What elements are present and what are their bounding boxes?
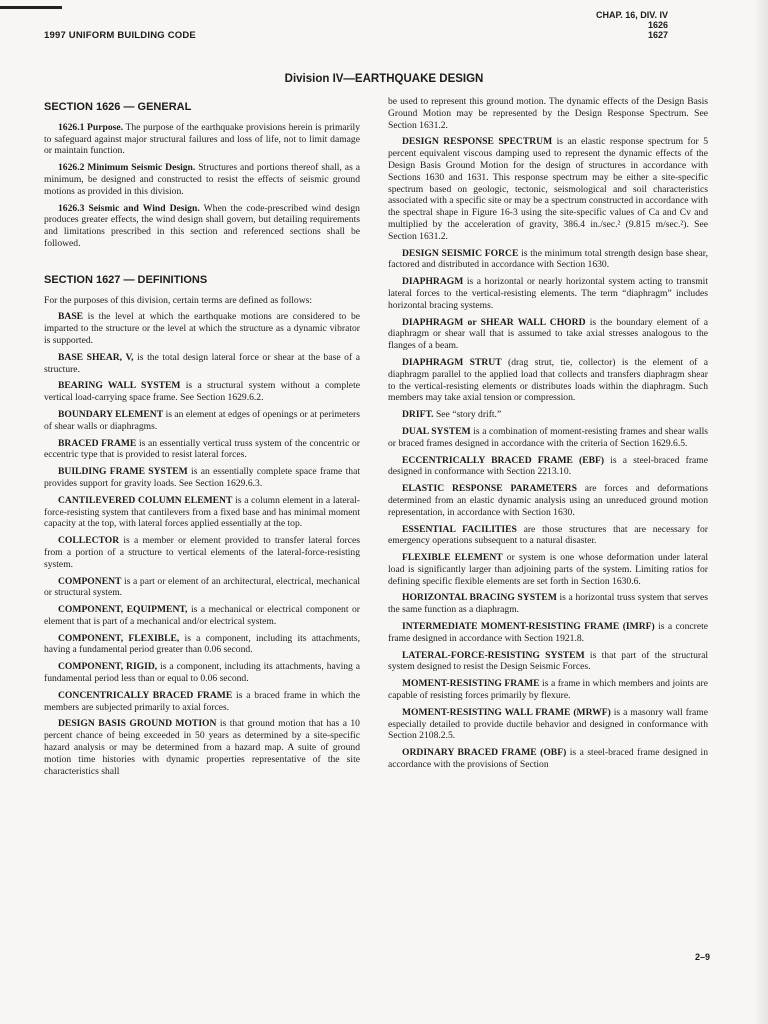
definition-text: is that ground motion that has a 10 percent chance of being exceeded in 50 years as determined by a site-specific hazard analysis or may be determined from a hazard map. A suite of ground motion time histories with dynamic properties representative of the site characteristics shall bbox=[44, 718, 360, 777]
paragraph-1626-3: 1626.3 Seismic and Wind Design. When the code-prescribed wind design produces greater effects, the wind design shall govern, but detailing requirements and limitations prescribed in this section and referenced sections shall be followed. bbox=[44, 202, 360, 249]
running-header-left: 1997 UNIFORM BUILDING CODE bbox=[44, 30, 196, 41]
definition-term: HORIZONTAL BRACING SYSTEM bbox=[402, 592, 557, 604]
definition-entry bbox=[44, 352, 360, 376]
definition-term: MOMENT-RESISTING FRAME bbox=[402, 678, 540, 690]
definition-term: DIAPHRAGM bbox=[402, 276, 464, 288]
paragraph-1626-2: 1626.2 Minimum Seismic Design. Structures and portions thereof shall, as a minimum, be designed and constructed to resist the effects of seismic ground motions as provided in this division. bbox=[44, 162, 360, 197]
definition-term: DESIGN RESPONSE SPECTRUM bbox=[402, 136, 553, 148]
definition-entry bbox=[388, 747, 708, 771]
definition-entry bbox=[388, 409, 708, 421]
definition-entry bbox=[388, 317, 708, 352]
definition-text: is a horizontal or nearly horizontal system acting to transmit lateral forces to the vertical-resisting elements. The term “diaphragm” includes horizontal bracing systems. bbox=[388, 276, 708, 311]
continued-paragraph: be used to represent this ground motion. The dynamic effects of the Design Basis Ground Motion may be represented by the Design Response Spectrum. See Section 1631.2. bbox=[388, 96, 708, 131]
definitions-intro: For the purposes of this division, certain terms are defined as follows: bbox=[44, 294, 313, 306]
definition-entry bbox=[388, 426, 708, 450]
definition-entry bbox=[388, 650, 708, 674]
definition-text: (drag strut, tie, collector) is the element of a diaphragm parallel to the applied load that collects and transfers diaphragm shear to the vertical-resisting elements or distributes loads within the diaphragm. Such members may take axial tension or compression. bbox=[388, 356, 708, 404]
definition-term: DRIFT. bbox=[402, 409, 434, 421]
page-number: 2–9 bbox=[694, 952, 710, 962]
definition-term: BUILDING FRAME SYSTEM bbox=[58, 466, 188, 478]
definition-text: is an element at edges of openings or at perimeters of shear walls or diaphragms. bbox=[44, 408, 360, 432]
definition-term: BEARING WALL SYSTEM bbox=[58, 380, 181, 392]
definition-text: is an elastic response spectrum for 5 percent equivalent viscous damping used to represent the dynamic effects of the Design Basis Ground Motion for the design of structures in accordance with Sections 1630 and 1631. This response spectrum may be either a site-specific spectrum based on geologic, tectonic, seismological and soil characteristics associated with a specific site or may be a spectrum constructed in accordance with the spectral shape in Figure 16-3 using the site-specific values of Ca and Cv and multiplied by the acceleration of gravity, 386.4 in./sec.² (9.815 m/sec.²). See Section 1631.2. bbox=[388, 136, 708, 242]
definition-text: is a steel-braced frame designed in conformance with Section 2213.10. bbox=[388, 454, 708, 478]
definition-text: is a part or element of an architectural, electrical, mechanical or structural system. bbox=[44, 575, 360, 599]
running-header-right bbox=[596, 10, 668, 40]
definition-entry bbox=[44, 438, 360, 462]
definition-text: is a column element in a lateral-force-resisting system that cantilevers from a fixed base and has minimal moment capacity at the top, with lateral forces applied essentially at the top. bbox=[44, 494, 360, 530]
definition-term: BOUNDARY ELEMENT bbox=[58, 408, 164, 420]
definition-entry bbox=[44, 466, 360, 490]
definition-entry bbox=[388, 455, 708, 479]
definition-text: is a mechanical or electrical component or element that is part of a mechanical and/or electrical system. bbox=[44, 604, 360, 627]
right-definitions-list bbox=[388, 136, 708, 770]
definition-entry bbox=[388, 707, 708, 742]
definition-entry bbox=[44, 535, 360, 570]
definition-text: is a braced frame in which the members are subjected primarily to axial forces. bbox=[44, 689, 360, 713]
definition-term: MOMENT-RESISTING WALL FRAME (MRWF) bbox=[402, 706, 611, 718]
definition-term: DIAPHRAGM STRUT bbox=[402, 356, 502, 368]
definition-entry bbox=[388, 357, 708, 404]
definition-text: is a combination of moment-resisting frames and shear walls or braced frames designed in accordance with the criteria of Section 1629.6.5. bbox=[388, 425, 708, 449]
definition-text: is a member or element provided to transfer lateral forces from a portion of a structure to vertical elements of the lateral-force-resisting system. bbox=[44, 535, 360, 570]
definition-term: DESIGN BASIS GROUND MOTION bbox=[58, 718, 217, 730]
definition-text: is the total design lateral force or shear at the base of a structure. bbox=[44, 351, 360, 375]
definition-text: is a component, including its attachments, having a fundamental period less than or equal to 0.06 second. bbox=[44, 661, 360, 685]
definition-entry bbox=[388, 136, 708, 242]
definition-entry bbox=[388, 524, 708, 548]
definition-entry bbox=[388, 248, 708, 272]
definition-text: is a component, including its attachments, having a fundamental period greater than 0.06 second. bbox=[44, 632, 360, 656]
definition-term: BRACED FRAME bbox=[58, 437, 137, 449]
section-1626-heading: SECTION 1626 — GENERAL bbox=[44, 101, 192, 113]
definition-text: is a structural system without a complete vertical load-carrying space frame. See Section 1629.6.2. bbox=[44, 380, 360, 404]
definition-entry bbox=[44, 604, 360, 628]
definition-term: ELASTIC RESPONSE PARAMETERS bbox=[402, 483, 577, 495]
definition-text: is a concrete frame designed in accordance with Section 1921.8. bbox=[388, 621, 708, 644]
section-range-end: 1627 bbox=[647, 30, 668, 40]
definition-term: COMPONENT, RIGID, bbox=[58, 661, 158, 673]
definition-text: is an essentially complete space frame that provides support for gravity loads. See Section 1629.6.3. bbox=[44, 466, 360, 489]
definition-term: DIAPHRAGM or SHEAR WALL CHORD bbox=[402, 316, 586, 328]
definition-term: COMPONENT bbox=[58, 575, 122, 587]
definition-term: COMPONENT, FLEXIBLE, bbox=[58, 632, 180, 644]
header-rule bbox=[0, 6, 62, 9]
definition-text: are those structures that are necessary for emergency operations subsequent to a natural disaster. bbox=[388, 523, 708, 547]
definition-entry bbox=[44, 380, 360, 404]
definition-text: is an essentially vertical truss system of the concentric or eccentric type that is provided to resist lateral forces. bbox=[44, 437, 360, 461]
paragraph-1626-1: 1626.1 Purpose. The purpose of the earthquake provisions herein is primarily to safeguard against major structural failures and loss of life, not to limit damage or maintain function. bbox=[44, 121, 360, 157]
definition-entry bbox=[388, 592, 708, 616]
definition-term: BASE bbox=[58, 311, 84, 323]
definition-entry bbox=[44, 311, 360, 346]
definition-term: LATERAL-FORCE-RESISTING SYSTEM bbox=[402, 649, 585, 661]
definition-text: is a steel-braced frame designed in accordance with the provisions of Section bbox=[388, 747, 708, 771]
page-edge-shadow bbox=[754, 0, 768, 1024]
definition-term: ESSENTIAL FACILITIES bbox=[402, 523, 517, 535]
definition-entry bbox=[388, 276, 708, 311]
chapter-label: CHAP. 16, DIV. IV bbox=[595, 10, 668, 20]
definition-text: is a masonry wall frame especially detailed to provide ductile behavior and designed in conformance with Section 2108.2.5. bbox=[388, 706, 709, 742]
definition-entry bbox=[44, 718, 360, 777]
definition-term: COMPONENT, EQUIPMENT, bbox=[58, 604, 188, 616]
definition-entry bbox=[44, 409, 360, 433]
definition-entry bbox=[388, 483, 708, 518]
definition-text: are forces and deformations determined from an elastic dynamic analysis using an unreduced ground motion representation, in accordance with Section 1630. bbox=[388, 483, 708, 518]
definition-term: FLEXIBLE ELEMENT bbox=[402, 552, 503, 564]
definition-entry bbox=[44, 661, 360, 685]
definition-term: CANTILEVERED COLUMN ELEMENT bbox=[58, 494, 233, 506]
definition-entry bbox=[44, 690, 360, 714]
right-column bbox=[388, 96, 708, 776]
definition-text: is a horizontal truss system that serves the same function as a diaphragm. bbox=[388, 592, 708, 616]
definition-entry bbox=[388, 552, 708, 587]
definition-term: DESIGN SEISMIC FORCE bbox=[402, 247, 519, 259]
definition-term: COLLECTOR bbox=[58, 535, 120, 547]
definition-term: DUAL SYSTEM bbox=[402, 425, 471, 437]
section-range-start: 1626 bbox=[647, 20, 668, 30]
left-definitions-list bbox=[44, 311, 360, 777]
definition-entry bbox=[44, 633, 360, 657]
definition-text: is the level at which the earthquake motions are considered to be imparted to the structure or the level at which the structure as a dynamic vibrator is supported. bbox=[44, 311, 360, 346]
definition-text: is a frame in which members and joints are capable of resisting forces primarily by flexure. bbox=[388, 678, 709, 702]
definition-entry bbox=[388, 621, 708, 645]
definition-term: CONCENTRICALLY BRACED FRAME bbox=[58, 689, 233, 701]
definition-entry bbox=[44, 576, 360, 600]
definition-term: ECCENTRICALLY BRACED FRAME (EBF) bbox=[402, 454, 605, 466]
definition-text: See “story drift.” bbox=[433, 409, 502, 421]
definition-term: BASE SHEAR, V, bbox=[58, 351, 134, 363]
definition-entry bbox=[388, 678, 708, 702]
definition-term: INTERMEDIATE MOMENT-RESISTING FRAME (IMRF) bbox=[402, 621, 655, 633]
definition-text: is that part of the structural system designed to resist the Design Seismic Forces. bbox=[388, 649, 708, 673]
definition-text: is the minimum total strength design base shear, factored and distributed in accordance with Section 1630. bbox=[388, 247, 708, 271]
division-title: Division IV—EARTHQUAKE DESIGN bbox=[284, 73, 484, 85]
definition-text: or system is one whose deformation under lateral load is significantly larger than adjoining parts of the system. Limiting ratios for defining specific flexible elements are set forth in Section 1630.6. bbox=[388, 552, 708, 587]
section-1627-heading: SECTION 1627 — DEFINITIONS bbox=[44, 273, 208, 286]
definition-entry bbox=[44, 495, 360, 530]
definition-text: is the boundary element of a diaphragm or shear wall that is assumed to take axial stresses analogous to the flanges of a beam. bbox=[388, 316, 709, 352]
definition-term: ORDINARY BRACED FRAME (OBF) bbox=[402, 747, 567, 759]
left-column bbox=[44, 96, 360, 782]
